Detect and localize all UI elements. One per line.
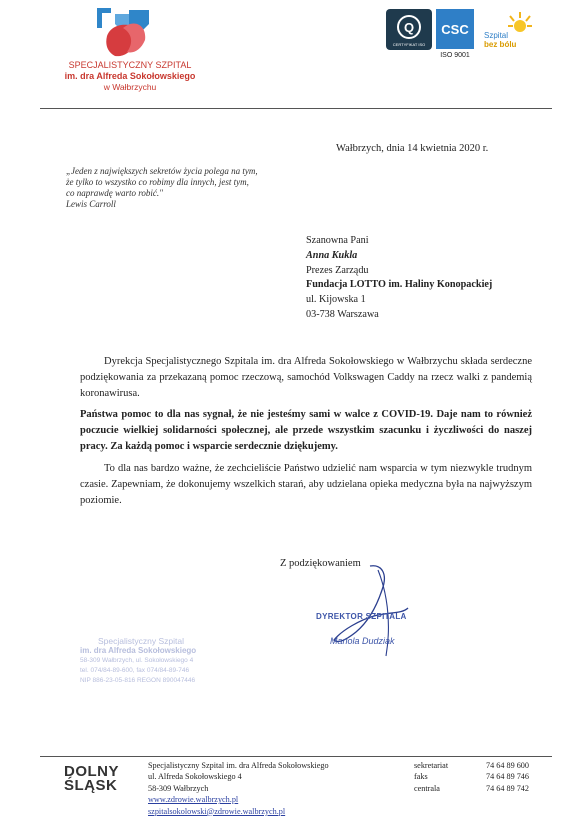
logo-line2: ŚLĄSK: [64, 777, 118, 794]
recipient-city: 03-738 Warszawa: [306, 308, 379, 320]
recipient-position: Prezes Zarządu: [306, 264, 369, 276]
recipient-organization: Fundacja LOTTO im. Haliny Konopackiej: [306, 279, 493, 291]
quote-line: że tylko to wszystko co robimy dla innych, jest tym,: [66, 177, 249, 187]
logo-line1: DOLNY: [64, 763, 119, 780]
footer-contact-labels: [414, 760, 448, 794]
recipient-name: Anna Kukla: [306, 249, 358, 261]
certificate-csc-logo: [436, 9, 474, 49]
recipient-street: ul. Kijowska 1: [306, 294, 366, 306]
hospital-name-line1: SPECJALISTYCZNY SZPITAL: [68, 60, 192, 70]
dolny-slask-logo: [64, 765, 119, 793]
svg-text:Q: Q: [403, 20, 415, 35]
hospital-stamp: [80, 636, 196, 686]
closing-text: Z podziękowaniem: [280, 558, 361, 569]
contact-label: centrala: [414, 783, 440, 793]
stamp-line: tel. 074/84-89-600, fax 074/84-89-746: [80, 667, 190, 674]
footer-address-line: Specjalistyczny Szpital im. dra Alfreda Sokołowskiego: [148, 761, 329, 770]
stamp-line: 58-309 Wałbrzych, ul. Sokołowskiego 4: [80, 657, 194, 664]
website-link[interactable]: www.zdrowie.walbrzych.pl: [148, 795, 239, 805]
quote-line: co naprawdę warto robić.": [66, 188, 163, 198]
cert-csc-caption: CSC: [441, 22, 469, 37]
hospital-name-line2: im. dra Alfreda Sokołowskiego: [64, 71, 196, 81]
hospital-name: [40, 60, 220, 93]
letter-date: Wałbrzych, dnia 14 kwietnia 2020 r.: [336, 143, 489, 154]
footer-address-line: 58-309 Wałbrzych: [148, 783, 209, 793]
header-divider: [40, 108, 552, 109]
footer-address-line: ul. Alfreda Sokołowskiego 4: [148, 772, 242, 782]
iso-label: ISO 9001: [440, 52, 470, 59]
certificate-q-logo: [386, 9, 432, 50]
quote-author: Lewis Carroll: [66, 199, 116, 209]
email-link[interactable]: szpitalsokolowski@zdrowie.walbrzych.pl: [148, 806, 286, 816]
hospital-name-line3: w Wałbrzychu: [103, 82, 157, 92]
recipient-address: [306, 234, 492, 323]
paragraph-solidarity: Państwa pomoc to dla nas sygnał, że nie jesteśmy sami w walce z COVID-19. Daje nam to również poczucie wielkiej solidarności społecznej, ale przede wszystkim szacunku i życzliwości do naszej pracy. Za każdą pomoc i wsparcie serdecznie dziękujemy.: [80, 409, 532, 453]
hospital-logo: [93, 6, 155, 60]
contact-number: 74 64 89 600: [486, 761, 529, 770]
footer-address: [148, 760, 329, 817]
badge-line1: Szpital: [484, 31, 509, 40]
szpital-bez-bolu-badge: [484, 10, 534, 54]
contact-number: 74 64 89 742: [486, 783, 529, 793]
badge-line2: bez bólu: [484, 40, 517, 49]
footer-divider: [40, 756, 552, 757]
footer-contact-numbers: [486, 760, 529, 794]
cert-q-caption: CERTYFIKAT ISO: [392, 42, 426, 47]
quote-line: „Jeden z największych sekretów życia polega na tym,: [66, 166, 258, 176]
contact-label: sekretariat: [414, 761, 449, 770]
contact-label: faks: [414, 772, 428, 782]
stamp-line: im. dra Alfreda Sokołowskiego: [80, 646, 197, 655]
stamp-line: Specjalistyczny Szpital: [98, 636, 184, 646]
salutation: Szanowna Pani: [306, 235, 369, 246]
paragraph-commitment: To dla nas bardzo ważne, że zechcieliście Państwo udzielić nam wsparcia w tym niezwykle trudnym czasie. Zapewniam, że dokonujemy wszelkich starań, aby udzielana opieka medyczna była na najwyższym poziomie.: [80, 463, 532, 507]
motto-quote: [66, 166, 258, 210]
signer-name: Mariola Dudziak: [330, 636, 395, 646]
paragraph-thanks: Dyrekcja Specjalistycznego Szpitala im. dra Alfreda Sokołowskiego w Wałbrzychu składa serdeczne podziękowania za przekazaną pomoc rzeczową, samochód Volkswagen Caddy na rzecz walki z pandemią koronawirusa.: [80, 356, 532, 400]
contact-number: 74 64 89 746: [486, 772, 529, 782]
signer-title: DYREKTOR SZPITALA: [316, 612, 407, 621]
stamp-line: NIP 886-23-05-816 REGON 890047446: [80, 677, 196, 684]
